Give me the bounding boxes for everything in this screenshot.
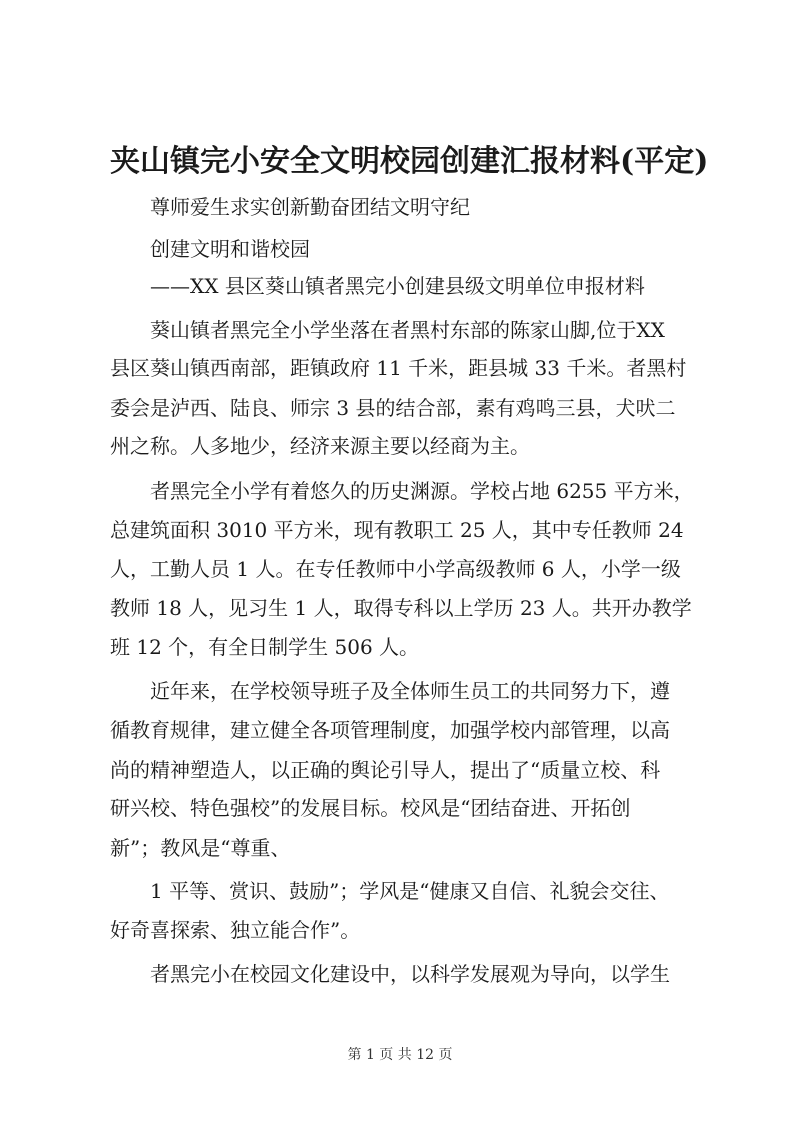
paragraph-line: 好奇喜探索、独立能合作”。 [110,918,361,942]
paragraph-line: 者黑完小在校园文化建设中，以科学发展观为导向，以学生 [150,962,670,986]
page-number: 第 1 页 共 12 页 [347,1047,453,1063]
paragraph-line: 近年来，在学校领导班子及全体师生员工的共同努力下，遵 [150,679,670,703]
paragraph-line: 教师 18 人，见习生 1 人，取得专科以上学历 23 人。共开办教学 [110,596,692,620]
paragraph-line: 尚的精神塑造人，以正确的舆论引导人，提出了“质量立校、科 [110,758,661,782]
paragraph-line: 班 12 个，有全日制学生 506 人。 [110,635,420,659]
paragraph-line: 总建筑面积 3010 平方米，现有教职工 25 人，其中专任教师 24 [110,518,684,542]
paragraph-line: 委会是泸西、陆良、师宗 3 县的结合部，素有鸡鸣三县，犬吠二 [110,396,676,420]
document-title: 夹山镇完小安全文明校园创建汇报材料(平定) [110,144,709,179]
subtitle-line: 创建文明和谐校园 [150,237,310,261]
subtitle-dash-line: ——XX 县区葵山镇者黑完小创建县级文明单位申报材料 [150,274,645,298]
motto-line: 尊师爱生求实创新勤奋团结文明守纪 [150,195,470,219]
paragraph-line: 新”；教风是“尊重、 [110,836,291,860]
paragraph-line: 葵山镇者黑完全小学坐落在者黑村东部的陈家山脚,位于XX [150,318,665,342]
paragraph-line: 循教育规律，建立健全各项管理制度，加强学校内部管理，以高 [110,718,670,742]
paragraph-line: 1 平等、赏识、鼓励”；学风是“健康又自信、礼貌会交往、 [150,879,670,903]
paragraph-line: 研兴校、特色强校”的发展目标。校风是“团结奋进、开拓创 [110,796,631,820]
paragraph-line: 县区葵山镇西南部，距镇政府 11 千米，距县城 33 千米。者黑村 [110,356,687,380]
paragraph-line: 者黑完全小学有着悠久的历史渊源。学校占地 6255 平方米， [150,479,694,503]
paragraph-line: 人，工勤人员 1 人。在专任教师中小学高级教师 6 人，小学一级 [110,557,681,581]
paragraph-line: 州之称。人多地少，经济来源主要以经商为主。 [110,434,530,458]
